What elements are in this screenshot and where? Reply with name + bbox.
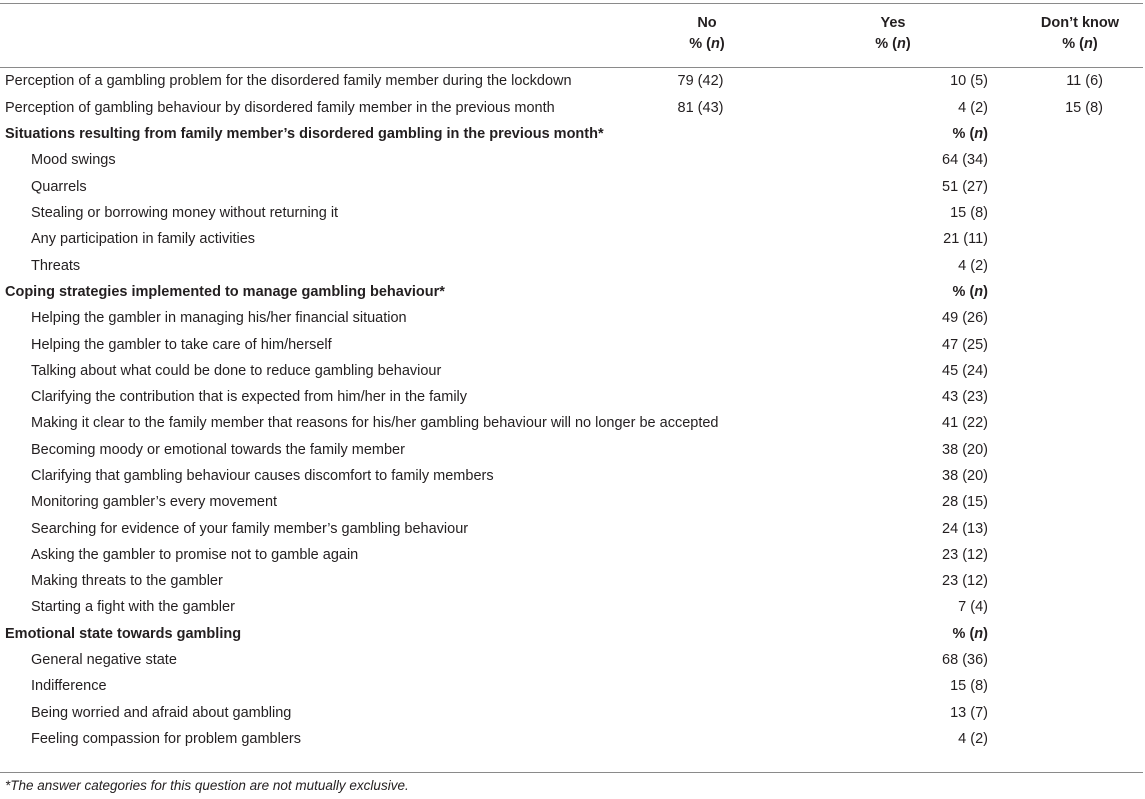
section-header-situations — [0, 121, 1143, 147]
header-dont-know-label: Don’t know — [1040, 15, 1120, 31]
table-row — [0, 437, 1143, 463]
row-label: Perception of a gambling problem for the disordered family member during the lockdown — [5, 73, 572, 90]
table-row — [0, 463, 1143, 489]
row-label: Starting a fight with the gambler — [31, 599, 235, 616]
cell-yes: 10 (5) — [950, 73, 988, 90]
section-unit: % (n) — [952, 283, 988, 300]
table-row — [0, 200, 1143, 226]
table-row — [0, 68, 1143, 95]
section-unit: % (n) — [952, 625, 988, 642]
cell-value: 64 (34) — [942, 152, 988, 169]
row-label: Indifference — [31, 678, 107, 695]
section-title: Situations resulting from family member’s disordered gambling in the previous month* — [5, 126, 604, 143]
table-row — [0, 226, 1143, 252]
header-no-label: No — [697, 15, 717, 31]
table-top-rule — [0, 3, 1143, 4]
header-dont-know-unit: % (n) — [1062, 36, 1098, 52]
section-header-emotional — [0, 621, 1143, 647]
cell-value: 28 (15) — [942, 494, 988, 511]
section-header-coping — [0, 279, 1143, 305]
cell-dont-know: 11 (6) — [1066, 73, 1103, 90]
cell-value: 4 (2) — [958, 257, 988, 274]
row-label: Helping the gambler to take care of him/herself — [31, 336, 332, 353]
cell-no: 81 (43) — [677, 99, 724, 116]
row-label: Threats — [31, 257, 81, 274]
header-no-unit: % (n) — [689, 36, 725, 52]
table-footnote: *The answer categories for this question are not mutually exclusive. — [5, 778, 409, 793]
row-label: Searching for evidence of your family member’s gambling behaviour — [31, 520, 469, 537]
table-row — [0, 95, 1143, 122]
cell-value: 68 (36) — [942, 652, 988, 669]
section-unit: % (n) — [952, 126, 988, 143]
table-row — [0, 410, 1143, 436]
cell-value: 7 (4) — [958, 599, 988, 616]
table-bottom-rule — [0, 772, 1143, 773]
table-row — [0, 700, 1143, 726]
cell-value: 49 (26) — [942, 310, 988, 327]
row-label: Feeling compassion for problem gamblers — [31, 730, 301, 747]
data-table — [0, 68, 1143, 752]
cell-value: 45 (24) — [942, 362, 988, 379]
row-label: Monitoring gambler’s every movement — [31, 494, 278, 511]
header-yes-unit: % (n) — [875, 36, 911, 52]
row-label: Any participation in family activities — [31, 231, 256, 248]
row-label: Clarifying that gambling behaviour causes discomfort to family members — [31, 468, 494, 484]
table-row — [0, 252, 1143, 278]
table-row — [0, 726, 1143, 752]
table-row — [0, 647, 1143, 673]
cell-value: 47 (25) — [942, 336, 988, 353]
section-title: Coping strategies implemented to manage gambling behaviour* — [5, 283, 445, 300]
row-label: Being worried and afraid about gambling — [31, 704, 292, 721]
table-row — [0, 542, 1143, 568]
table-row — [0, 673, 1143, 699]
cell-value: 15 (8) — [950, 678, 988, 695]
header-no — [672, 13, 742, 55]
row-label: Asking the gambler to promise not to gamble again — [31, 546, 359, 563]
table-row — [0, 515, 1143, 541]
row-label: Clarifying the contribution that is expected from him/her in the family — [31, 389, 468, 406]
cell-value: 41 (22) — [942, 415, 988, 432]
row-label: Becoming moody or emotional towards the family member — [31, 441, 405, 458]
row-label: Making threats to the gambler — [31, 573, 223, 590]
row-label: Quarrels — [31, 178, 87, 195]
cell-value: 23 (12) — [942, 573, 988, 590]
row-label: General negative state — [31, 652, 177, 669]
cell-value: 23 (12) — [942, 546, 988, 563]
cell-dont-know: 15 (8) — [1065, 99, 1103, 116]
table-row — [0, 305, 1143, 331]
table-row — [0, 331, 1143, 357]
cell-value: 13 (7) — [950, 704, 988, 721]
cell-value: 21 (11) — [943, 231, 988, 248]
row-label: Perception of gambling behaviour by disordered family member in the previous month — [5, 99, 555, 116]
table-row — [0, 384, 1143, 410]
row-label: Making it clear to the family member that reasons for his/her gambling behaviour will no longer be accepted — [31, 415, 719, 432]
cell-yes: 4 (2) — [958, 99, 988, 116]
cell-value: 15 (8) — [950, 205, 988, 222]
table-row — [0, 358, 1143, 384]
row-label: Mood swings — [31, 152, 116, 169]
cell-value: 24 (13) — [942, 520, 988, 537]
cell-value: 51 (27) — [942, 178, 988, 195]
row-label: Talking about what could be done to reduce gambling behaviour — [31, 362, 442, 379]
row-label: Stealing or borrowing money without returning it — [31, 205, 339, 222]
section-title: Emotional state towards gambling — [5, 625, 242, 642]
cell-no: 79 (42) — [677, 73, 724, 90]
cell-value: 38 (20) — [942, 468, 988, 484]
header-dont-know — [1030, 13, 1130, 55]
table-row — [0, 489, 1143, 515]
cell-value: 4 (2) — [958, 730, 988, 747]
row-label: Helping the gambler in managing his/her financial situation — [31, 310, 407, 327]
header-yes-label: Yes — [880, 15, 906, 31]
table-row — [0, 174, 1143, 200]
table-row — [0, 568, 1143, 594]
cell-value: 38 (20) — [942, 441, 988, 458]
table-row — [0, 147, 1143, 173]
header-yes — [858, 13, 928, 55]
cell-value: 43 (23) — [942, 389, 988, 406]
table-row — [0, 594, 1143, 620]
